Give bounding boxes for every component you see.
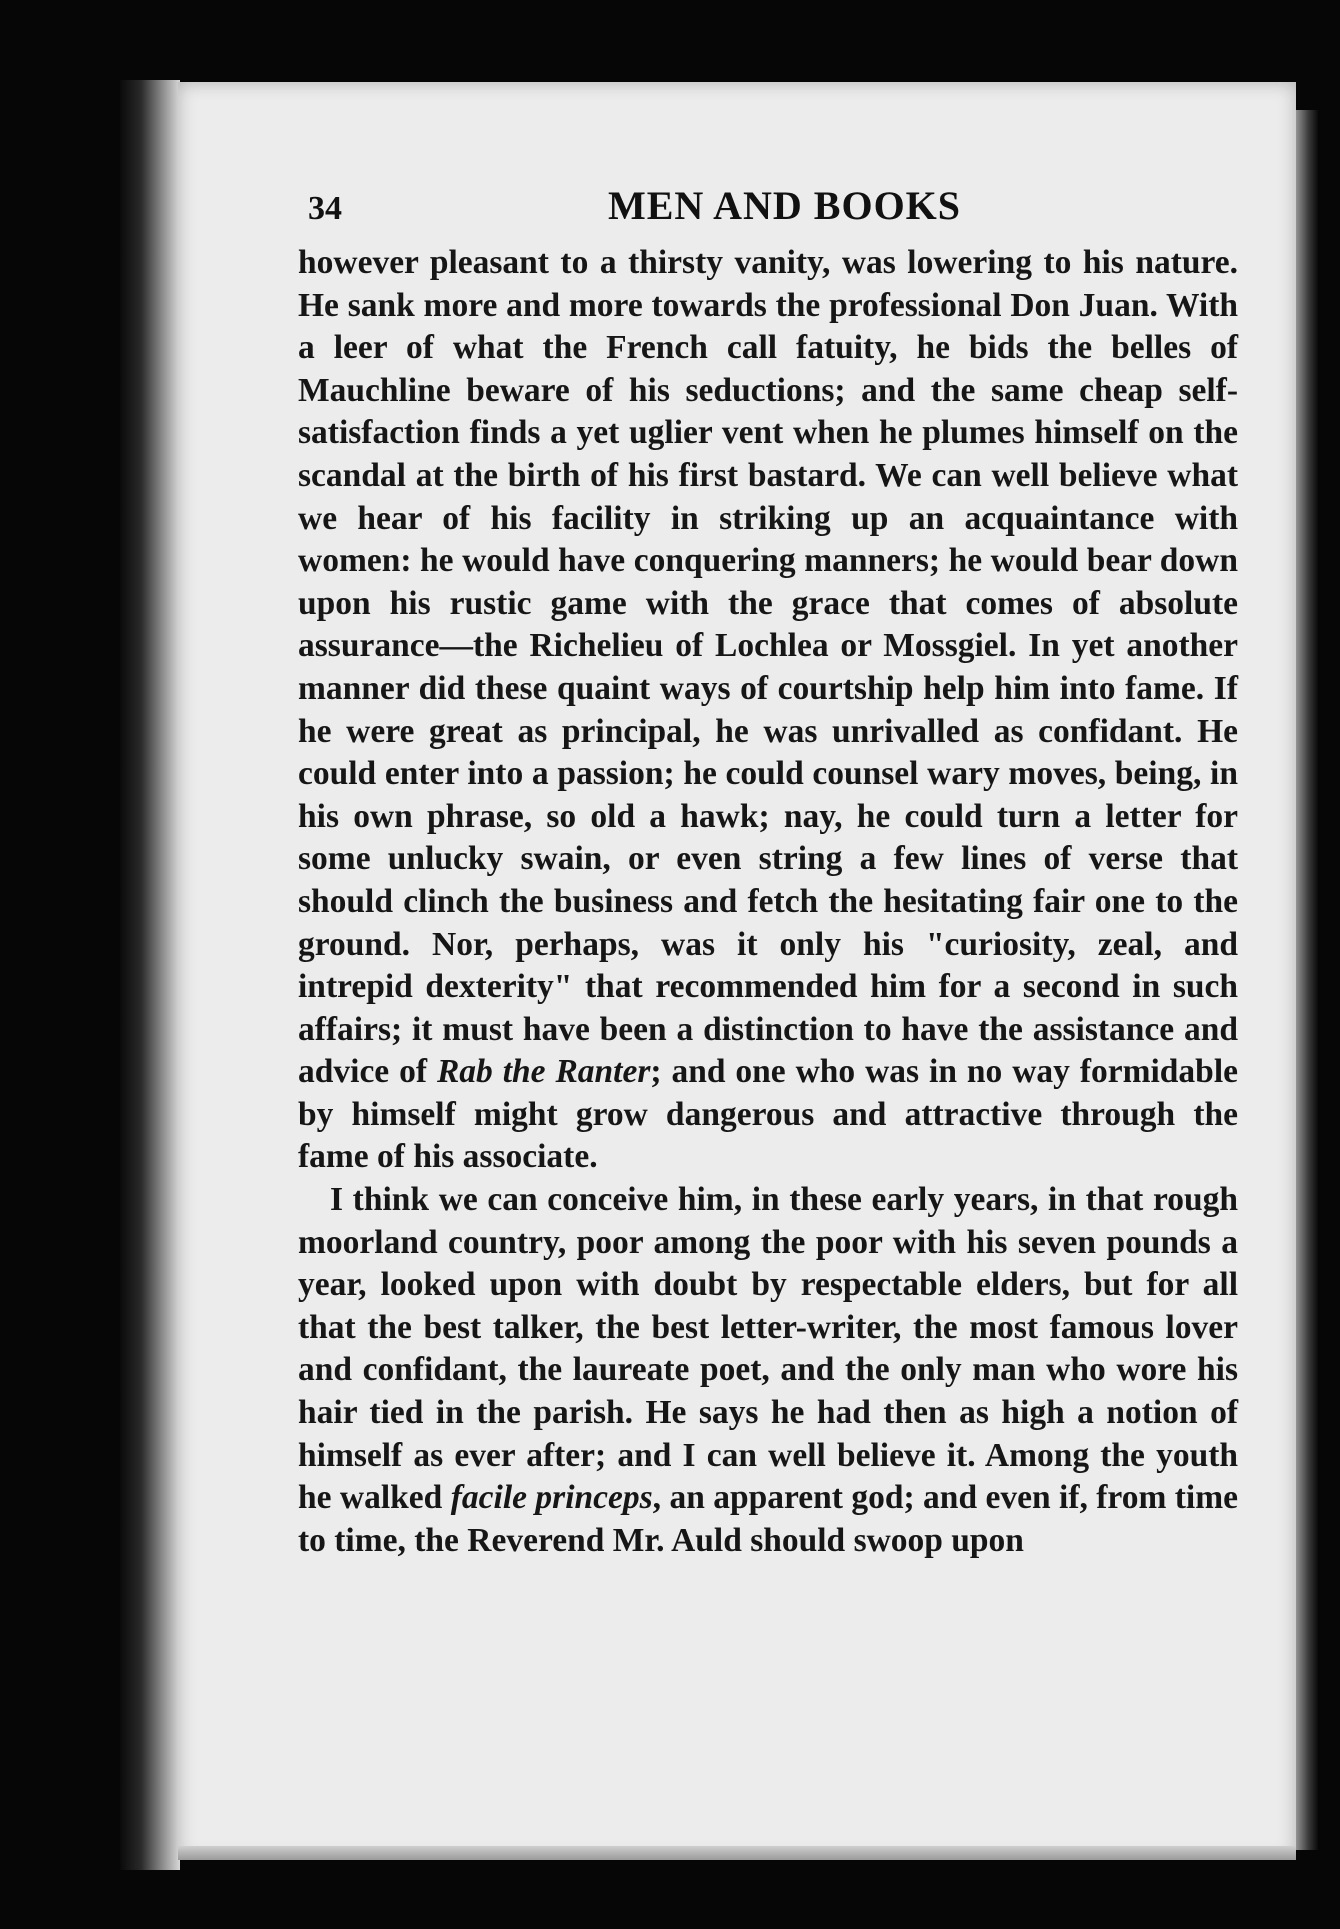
paragraph-2-text-b: , an apparent god; and even if, from time to time, the Reverend Mr. Auld should swoop upon xyxy=(298,1479,1239,1559)
paragraph-1-text-a: however pleasant to a thirsty vanity, was lowering to his nature. He sank more and more towards the professional Don Juan. With a leer of what the French call fatuity, he bids the belles of Mauchline beware of his seductions; and the same cheap self-satisfaction finds a yet uglier vent when he plumes himself on the scandal at the birth of his first bastard. We can well believe what we hear of his facility in striking up an acquaintance with women: he would have conquering manners; he would bear down upon his rustic game with the grace that comes of absolute assurance—the Richelieu of Lochlea or Mossgiel. In yet another manner did these quaint ways of courtship help him into fame. If he were great as principal, he was unrivalled as confidant. He could enter into a passion; he could counsel wary moves, being, in his own phrase, so old a hawk; nay, he could turn a letter for some unlucky swain, or even string a few lines of verse that should clinch the business and fetch the hesitating fair one to the ground. Nor, perhaps, was it only his "curiosity, zeal, and intrepid dexterity" that recommended him for a second in such affairs; it must have been a distinction to have the assistance and advice of xyxy=(298,244,1238,1091)
paragraph-1-text-b: ; and one who was in no way formidable by himself might grow dangerous and attractive through the fame of his associate. xyxy=(298,1053,1238,1176)
paragraph-2 xyxy=(298,1179,1238,1562)
paragraph-2-text-a: I think we can conceive him, in these early years, in that rough moorland country, poor among the poor with his seven pounds a year, looked upon with doubt by respectable elders, but for all that the best talker, the best letter-writer, the most famous lover and confidant, the laureate poet, and the only man who wore his hair tied in the parish. He says he had then as high a notion of himself as ever after; and I can well believe it. Among the youth he walked xyxy=(298,1181,1238,1517)
book-page xyxy=(178,82,1296,1860)
running-title: MEN AND BOOKS xyxy=(608,183,962,228)
paragraph-1-italic-title: Rab the Ranter xyxy=(436,1053,651,1091)
left-binding-edge xyxy=(120,80,180,1870)
running-head xyxy=(308,182,1248,242)
paragraph-1 xyxy=(298,242,1238,1179)
paragraph-2-italic-phrase: facile princeps xyxy=(450,1479,653,1517)
page-number: 34 xyxy=(308,190,342,227)
body-text xyxy=(298,242,1238,1562)
page-bottom-edge xyxy=(178,1846,1296,1860)
